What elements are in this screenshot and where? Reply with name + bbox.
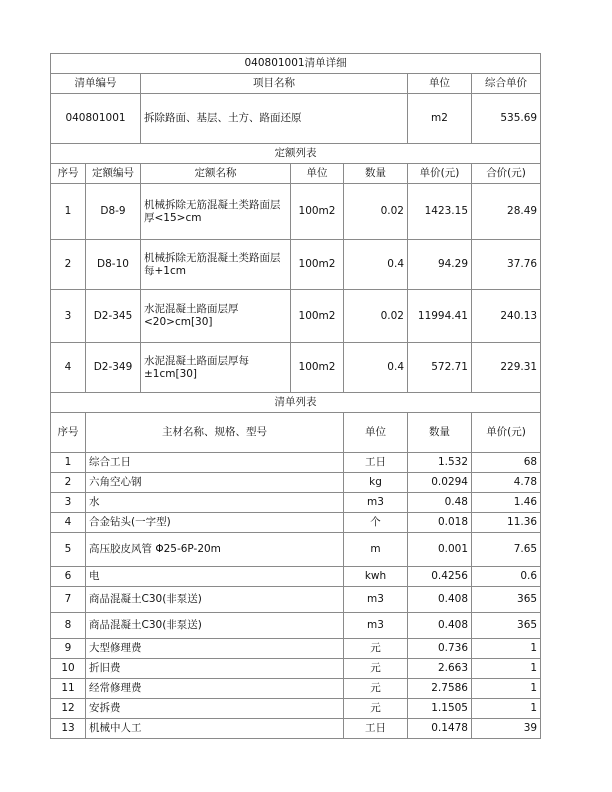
unit-price: 68 <box>472 453 541 473</box>
unit-price-header: 综合单价 <box>472 74 541 94</box>
unit: 工日 <box>344 453 408 473</box>
quantity: 0.408 <box>408 587 472 613</box>
row-number: 6 <box>51 567 86 587</box>
unit: m <box>344 533 408 567</box>
table-row <box>51 290 541 343</box>
row-number: 1 <box>51 453 86 473</box>
unit-price: 11.36 <box>472 513 541 533</box>
unit: 100m2 <box>291 343 344 393</box>
table-row <box>51 184 541 240</box>
bill-code-value: 040801001 <box>51 94 141 144</box>
total-price: 240.13 <box>472 290 541 343</box>
material-name: 水 <box>86 493 344 513</box>
unit: 100m2 <box>291 240 344 290</box>
quota-name: 机械拆除无筋混凝土类路面层厚<15>cm <box>141 184 291 240</box>
unit: m3 <box>344 613 408 639</box>
unit-price: 11994.41 <box>408 290 472 343</box>
quantity: 0.02 <box>344 184 408 240</box>
material-name: 折旧费 <box>86 659 344 679</box>
row-number: 13 <box>51 719 86 739</box>
total-price: 229.31 <box>472 343 541 393</box>
table-row <box>51 473 541 493</box>
quantity: 2.7586 <box>408 679 472 699</box>
column-header: 单价(元) <box>472 413 541 453</box>
unit-price: 39 <box>472 719 541 739</box>
column-header: 数量 <box>344 164 408 184</box>
unit-price: 1 <box>472 679 541 699</box>
quantity: 1.532 <box>408 453 472 473</box>
quantity: 0.1478 <box>408 719 472 739</box>
quantity: 0.48 <box>408 493 472 513</box>
unit-price-value: 535.69 <box>472 94 541 144</box>
column-header: 主材名称、规格、型号 <box>86 413 344 453</box>
unit: m3 <box>344 493 408 513</box>
table-row <box>51 587 541 613</box>
row-number: 8 <box>51 613 86 639</box>
quantity: 1.1505 <box>408 699 472 719</box>
quantity: 0.0294 <box>408 473 472 493</box>
item-name-value: 拆除路面、基层、土方、路面还原 <box>141 94 408 144</box>
quantity: 0.4 <box>344 343 408 393</box>
unit-price: 1 <box>472 699 541 719</box>
bill-detail-table <box>50 53 541 739</box>
unit: 100m2 <box>291 290 344 343</box>
table-row <box>51 513 541 533</box>
table-row <box>51 533 541 567</box>
table-row <box>51 493 541 513</box>
row-number: 12 <box>51 699 86 719</box>
unit-price: 572.71 <box>408 343 472 393</box>
material-name: 商品混凝土C30(非泵送) <box>86 587 344 613</box>
materials-section-title: 清单列表 <box>51 393 541 413</box>
table-row <box>51 613 541 639</box>
material-name: 综合工日 <box>86 453 344 473</box>
quota-code: D8-9 <box>86 184 141 240</box>
quantity: 0.4 <box>344 240 408 290</box>
total-price: 37.76 <box>472 240 541 290</box>
unit: m3 <box>344 587 408 613</box>
unit-price: 365 <box>472 587 541 613</box>
table-row <box>51 453 541 473</box>
quantity: 0.736 <box>408 639 472 659</box>
column-header: 单位 <box>291 164 344 184</box>
unit-price: 1423.15 <box>408 184 472 240</box>
table-row <box>51 699 541 719</box>
total-price: 28.49 <box>472 184 541 240</box>
material-name: 安拆费 <box>86 699 344 719</box>
table-row <box>51 719 541 739</box>
unit: 100m2 <box>291 184 344 240</box>
column-header: 单位 <box>344 413 408 453</box>
material-name: 机械中人工 <box>86 719 344 739</box>
material-name: 高压胶皮风管 Φ25-6P-20m <box>86 533 344 567</box>
row-number: 11 <box>51 679 86 699</box>
quantity: 0.4256 <box>408 567 472 587</box>
row-number: 9 <box>51 639 86 659</box>
unit: 工日 <box>344 719 408 739</box>
table-row <box>51 659 541 679</box>
table-row <box>51 567 541 587</box>
material-name: 经常修理费 <box>86 679 344 699</box>
material-name: 大型修理费 <box>86 639 344 659</box>
column-header: 序号 <box>51 164 86 184</box>
document-title: 040801001清单详细 <box>51 54 541 74</box>
row-number: 1 <box>51 184 86 240</box>
unit: kwh <box>344 567 408 587</box>
row-number: 7 <box>51 587 86 613</box>
material-name: 商品混凝土C30(非泵送) <box>86 613 344 639</box>
quota-section-title: 定额列表 <box>51 144 541 164</box>
column-header: 序号 <box>51 413 86 453</box>
unit-price: 7.65 <box>472 533 541 567</box>
quota-name: 机械拆除无筋混凝土类路面层每+1cm <box>141 240 291 290</box>
unit: kg <box>344 473 408 493</box>
material-name: 电 <box>86 567 344 587</box>
quota-code: D8-10 <box>86 240 141 290</box>
quantity: 2.663 <box>408 659 472 679</box>
row-number: 2 <box>51 473 86 493</box>
quantity: 0.001 <box>408 533 472 567</box>
unit-price: 0.6 <box>472 567 541 587</box>
bill-code-header: 清单编号 <box>51 74 141 94</box>
row-number: 3 <box>51 493 86 513</box>
quota-header-row <box>51 164 541 184</box>
quota-code: D2-345 <box>86 290 141 343</box>
row-number: 4 <box>51 513 86 533</box>
quota-code: D2-349 <box>86 343 141 393</box>
unit: 元 <box>344 699 408 719</box>
unit-price: 1 <box>472 639 541 659</box>
table-row <box>51 639 541 659</box>
row-number: 5 <box>51 533 86 567</box>
unit: 元 <box>344 659 408 679</box>
table-row <box>51 679 541 699</box>
material-name: 合金钻头(一字型) <box>86 513 344 533</box>
quota-name: 水泥混凝土路面层厚每±1cm[30] <box>141 343 291 393</box>
unit-price: 1.46 <box>472 493 541 513</box>
column-header: 合价(元) <box>472 164 541 184</box>
quantity: 0.02 <box>344 290 408 343</box>
quota-name: 水泥混凝土路面层厚<20>cm[30] <box>141 290 291 343</box>
column-header: 定额编号 <box>86 164 141 184</box>
unit-value: m2 <box>408 94 472 144</box>
materials-header-row <box>51 413 541 453</box>
row-number: 3 <box>51 290 86 343</box>
table-row <box>51 240 541 290</box>
unit: 元 <box>344 679 408 699</box>
row-number: 10 <box>51 659 86 679</box>
unit: 元 <box>344 639 408 659</box>
row-number: 2 <box>51 240 86 290</box>
quantity: 0.018 <box>408 513 472 533</box>
column-header: 定额名称 <box>141 164 291 184</box>
column-header: 单价(元) <box>408 164 472 184</box>
unit: 个 <box>344 513 408 533</box>
material-name: 六角空心钢 <box>86 473 344 493</box>
unit-price: 94.29 <box>408 240 472 290</box>
column-header: 数量 <box>408 413 472 453</box>
item-name-header: 项目名称 <box>141 74 408 94</box>
unit-price: 365 <box>472 613 541 639</box>
unit-header: 单位 <box>408 74 472 94</box>
unit-price: 1 <box>472 659 541 679</box>
quantity: 0.408 <box>408 613 472 639</box>
row-number: 4 <box>51 343 86 393</box>
table-row <box>51 343 541 393</box>
unit-price: 4.78 <box>472 473 541 493</box>
